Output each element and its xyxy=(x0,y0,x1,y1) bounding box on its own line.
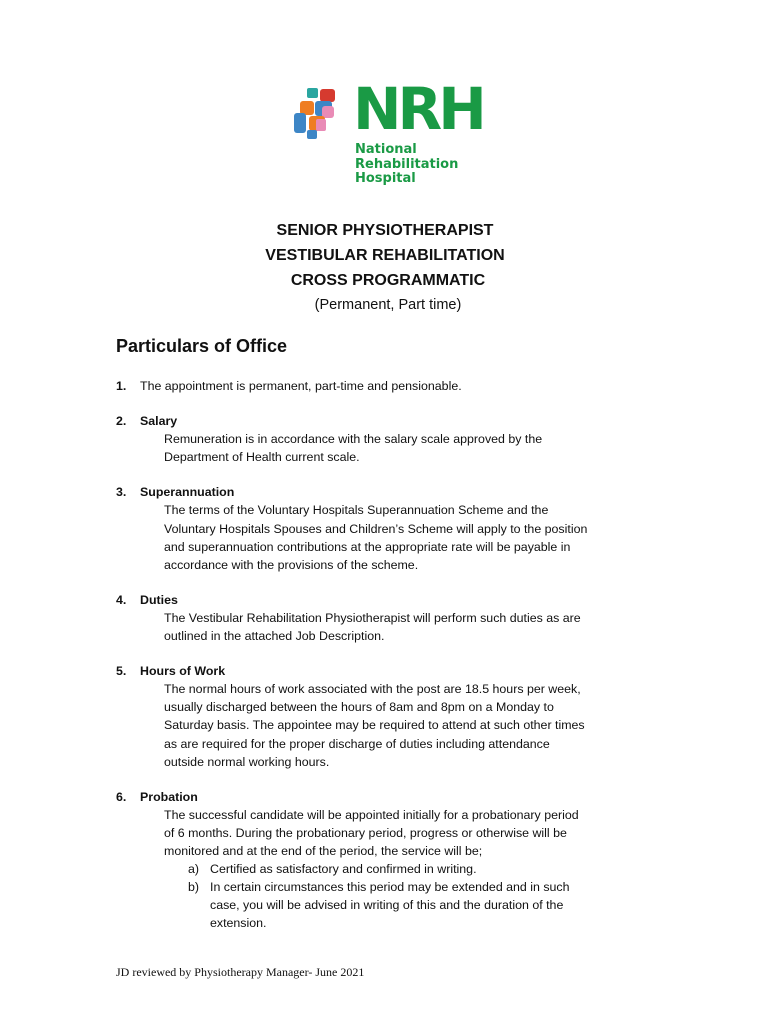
logo-wordmark: NRH xyxy=(353,75,483,143)
logo-hospital-name xyxy=(355,143,458,187)
sub-item xyxy=(188,878,656,932)
item-heading: Superannuation xyxy=(140,485,235,500)
sub-item-line: In certain circumstances this period may be extended and in such xyxy=(210,880,570,895)
item-body-line: monitored and at the end of the period, the service will be; xyxy=(164,843,483,858)
item-heading: Hours of Work xyxy=(140,664,226,679)
item-body-line: The Vestibular Rehabilitation Physiotherapist will perform such duties as are xyxy=(164,610,581,625)
page-footer: JD reviewed by Physiotherapy Manager- June 2021 xyxy=(116,965,365,979)
list-item xyxy=(116,788,656,933)
logo-line: Hospital xyxy=(355,171,416,186)
item-number: 3. xyxy=(116,485,127,500)
logo-line: Rehabilitation xyxy=(355,156,459,172)
item-number: 4. xyxy=(116,592,127,607)
item-body-line: Voluntary Hospitals Spouses and Children’s Scheme will apply to the position xyxy=(164,521,588,536)
item-body-line: The successful candidate will be appointed initially for a probationary period xyxy=(164,807,579,822)
item-body-line: Remuneration is in accordance with the salary scale approved by the xyxy=(164,432,543,447)
item-number: 1. xyxy=(116,379,127,393)
item-body-line: Department of Health current scale. xyxy=(164,450,360,465)
item-heading: Probation xyxy=(140,789,198,804)
list-item xyxy=(116,591,656,645)
item-body-line: The terms of the Voluntary Hospitals Superannuation Scheme and the xyxy=(164,503,549,518)
list-item xyxy=(116,377,656,395)
list-item xyxy=(116,483,656,573)
document-title xyxy=(0,218,770,316)
sub-item-line: extension. xyxy=(210,916,267,931)
sub-item-marker: a) xyxy=(188,862,200,877)
section-heading: Particulars of Office xyxy=(116,336,288,356)
item-number: 5. xyxy=(116,664,127,679)
item-number: 2. xyxy=(116,414,127,429)
sub-item-line: case, you will be advised in writing of this and the duration of the xyxy=(210,898,564,913)
sub-item xyxy=(188,860,656,878)
item-body-line: usually discharged between the hours of 8am and 8pm on a Monday to xyxy=(164,700,554,715)
list-item xyxy=(116,662,656,771)
item-body-line: outlined in the attached Job Description. xyxy=(164,629,385,644)
title-line-2: VESTIBULAR REHABILITATION xyxy=(265,247,505,264)
title-line-3: CROSS PROGRAMMATIC xyxy=(290,272,486,289)
title-line-1: SENIOR PHYSIOTHERAPIST xyxy=(276,222,494,239)
list-item xyxy=(116,412,656,466)
item-heading: Salary xyxy=(140,414,178,429)
item-body-line: outside normal working hours. xyxy=(164,754,330,769)
item-heading: Duties xyxy=(140,592,178,607)
sub-item-marker: b) xyxy=(188,880,200,895)
sub-item-line: Certified as satisfactory and confirmed in writing. xyxy=(210,862,477,877)
item-body-line: The normal hours of work associated with the post are 18.5 hours per week, xyxy=(164,682,581,697)
nrh-logo-mark-icon xyxy=(292,86,350,144)
title-subtitle: (Permanent, Part time) xyxy=(314,297,462,313)
nrh-logo xyxy=(292,75,483,190)
logo-line: National xyxy=(355,142,417,157)
item-body-line: and superannuation contributions at the appropriate rate will be payable in xyxy=(164,539,571,554)
item-text: The appointment is permanent, part-time and pensionable. xyxy=(140,379,462,393)
particulars-list xyxy=(116,377,656,949)
item-body-line: as are required for the proper discharge of duties including attendance xyxy=(164,736,550,751)
item-body-line: of 6 months. During the probationary period, progress or otherwise will be xyxy=(164,825,567,840)
item-number: 6. xyxy=(116,789,127,804)
item-body-line: accordance with the provisions of the scheme. xyxy=(164,557,419,572)
item-body-line: Saturday basis. The appointee may be required to attend at such other times xyxy=(164,718,585,733)
